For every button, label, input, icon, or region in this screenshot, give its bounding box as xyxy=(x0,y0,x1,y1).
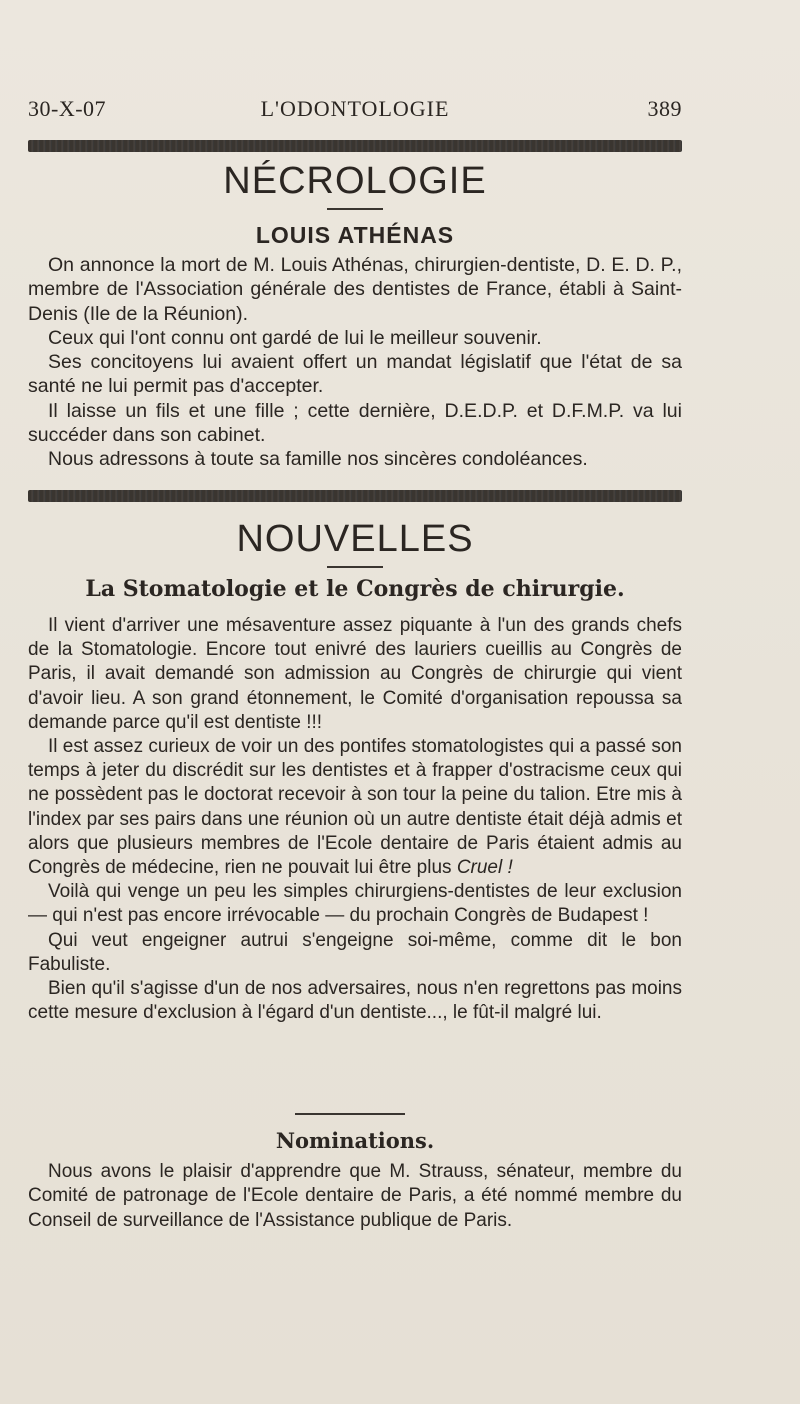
page-number: 389 xyxy=(647,96,682,121)
paragraph: Nous avons le plaisir d'apprendre que M. Strauss, sénateur, membre du Comité de patronage de l'Ecole dentaire de Paris, a été nommé membre du Conseil de surveillance de l'Assistance publique de Paris. xyxy=(28,1161,682,1231)
paragraph: Nous adressons à toute sa famille nos sincères condoléances. xyxy=(48,448,588,471)
divider xyxy=(327,566,383,568)
obituary-text xyxy=(28,253,682,472)
section-title-nouvelles: NOUVELLES xyxy=(236,518,474,560)
paragraph: On annonce la mort de M. Louis Athénas, chirurgien-dentiste, D. E. D. P., membre de l'Association générale des dentistes de France, établi à Saint-Denis (Ile de la Réunion). xyxy=(28,254,682,325)
issue-date: 30-X-07 xyxy=(28,96,107,121)
paragraph xyxy=(28,735,682,880)
journal-title: L'ODONTOLOGIE xyxy=(260,96,450,121)
paragraph: Ses concitoyens lui avaient offert un mandat législatif que l'état de sa santé ne lui permit pas d'accepter. xyxy=(28,351,682,398)
article-text xyxy=(28,1160,682,1233)
paragraph: Il vient d'arriver une mésaventure assez piquante à l'un des grands chefs de la Stomatologie. Encore tout enivré des lauriers cueillis au Congrès de Paris, il avait demandé son admission au Congrès de chirurgie qui vient d'avoir lieu. A son grand étonnement, le Comité d'organisation repoussa sa demande parce qu'il est dentiste !!! xyxy=(28,615,682,733)
ornamental-rule xyxy=(28,140,682,152)
article-heading: La Stomatologie et le Congrès de chirurgie. xyxy=(85,576,625,602)
paragraph: Qui veut engeigner autrui s'engeigne soi-même, comme dit le bon Fabuliste. xyxy=(28,929,682,975)
paragraph-text: Il est assez curieux de voir un des pontifes stomatologistes qui a passé son temps à jeter du discrédit sur les dentistes et à frapper d'ostracisme ceux qui ne possèdent pas le doctorat recevoir à son tour la peine du talion. Etre mis à l'index par ses pairs dans une réunion où un autre dentiste était déjà admis et alors que plusieurs membres de l'Ecole dentaire de Paris étaient admis au Congrès de médecine, rien ne pouvait lui être plus xyxy=(28,736,682,879)
obituary-name: LOUIS ATHÉNAS xyxy=(255,222,455,248)
page-header xyxy=(28,96,682,126)
ornamental-rule xyxy=(28,490,682,502)
divider xyxy=(327,208,383,210)
article-text xyxy=(28,614,682,1025)
paragraph: Ceux qui l'ont connu ont gardé de lui le meilleur souvenir. xyxy=(48,326,542,349)
paragraph: Voilà qui venge un peu les simples chirurgiens-dentistes de leur exclusion — qui n'est pas encore irrévocable — du prochain Congrès de Budapest ! xyxy=(28,881,682,927)
section-title-necrologie: NÉCROLOGIE xyxy=(223,160,487,202)
paragraph: Il laisse un fils et une fille ; cette dernière, D.E.D.P. et D.F.M.P. va lui succéder dans son cabinet. xyxy=(28,399,682,447)
paragraph: Bien qu'il s'agisse d'un de nos adversaires, nous n'en regrettons pas moins cette mesure d'exclusion à l'égard d'un dentiste..., le fût-il malgré lui. xyxy=(28,978,682,1024)
divider xyxy=(295,1113,405,1115)
article-heading: Nominations. xyxy=(275,1128,435,1153)
italic-text: Cruel ! xyxy=(456,857,513,879)
